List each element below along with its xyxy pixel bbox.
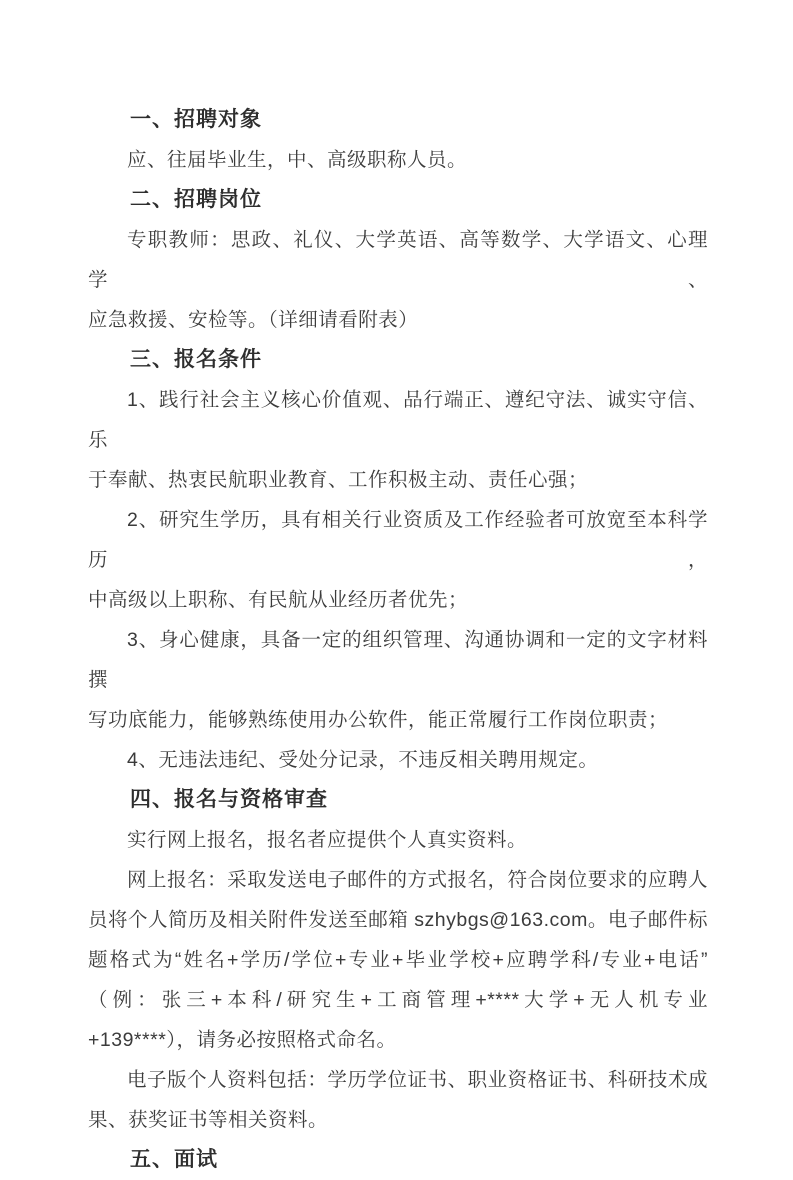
section-heading	[88, 780, 708, 820]
paragraph-line: 中高级以上职称、有民航从业经历者优先；	[88, 589, 469, 611]
paragraph-line: 果、获奖证书等相关资料。	[88, 1109, 329, 1131]
paragraph-line: 电子版个人资料包括：学历学位证书、职业资格证书、科研技术成	[127, 1069, 708, 1091]
paragraph-line: 网上报名：采取发送电子邮件的方式报名，符合岗位要求的应聘人	[127, 869, 708, 891]
paragraph	[88, 1060, 708, 1140]
paragraph-line: 题格式为“姓名+学历/学位+专业+毕业学校+应聘学科/专业+电话”	[88, 949, 708, 971]
paragraph-line: 于奉献、热衷民航职业教育、工作积极主动、责任心强；	[88, 469, 589, 491]
document-body	[88, 100, 708, 1180]
paragraph-line: 应急救援、安检等。（详细请看附表）	[88, 309, 419, 331]
paragraph-line: 应、往届毕业生，中、高级职称人员。	[127, 149, 468, 171]
section-heading	[88, 100, 708, 140]
paragraph-line: 2、研究生学历，具有相关行业资质及工作经验者可放宽至本科学历，	[88, 509, 708, 571]
paragraph	[88, 620, 708, 740]
paragraph	[88, 500, 708, 620]
paragraph-line: 员将个人简历及相关附件发送至邮箱 szhybgs@163.com。电子邮件标	[88, 909, 708, 931]
section-heading	[88, 340, 708, 380]
heading-text: 一、招聘对象	[130, 108, 262, 131]
paragraph	[88, 220, 708, 340]
heading-text: 四、报名与资格审查	[130, 788, 328, 811]
section-heading	[88, 1140, 708, 1180]
paragraph-line: 专职教师：思政、礼仪、大学英语、高等数学、大学语文、心理学、	[88, 229, 708, 291]
section-heading	[88, 180, 708, 220]
paragraph	[88, 820, 708, 860]
heading-text: 三、报名条件	[130, 348, 262, 371]
paragraph-line: 实行网上报名，报名者应提供个人真实资料。	[127, 829, 528, 851]
paragraph	[88, 380, 708, 500]
paragraph	[88, 860, 708, 1060]
paragraph-line: （例：张三+本科/研究生+工商管理+****大学+无人机专业	[88, 989, 708, 1011]
paragraph	[88, 140, 708, 180]
paragraph-line: 1、践行社会主义核心价值观、品行端正、遵纪守法、诚实守信、乐	[88, 389, 708, 451]
paragraph-line: 3、身心健康，具备一定的组织管理、沟通协调和一定的文字材料撰	[88, 629, 708, 691]
paragraph-line: 写功底能力，能够熟练使用办公软件，能正常履行工作岗位职责；	[88, 709, 669, 731]
paragraph-line: 4、无违法违纪、受处分记录，不违反相关聘用规定。	[127, 749, 599, 771]
paragraph-line: +139****），请务必按照格式命名。	[88, 1029, 397, 1051]
heading-text: 二、招聘岗位	[130, 188, 262, 211]
paragraph	[88, 740, 708, 780]
heading-text: 五、面试	[130, 1148, 218, 1171]
